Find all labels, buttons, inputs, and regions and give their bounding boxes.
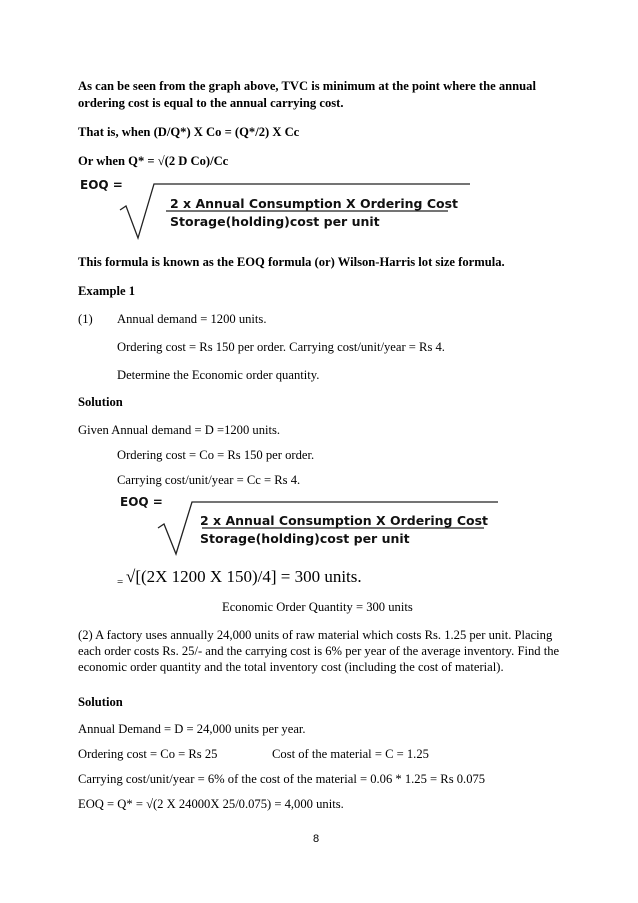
paragraph-intro-cont: ordering cost is equal to the annual carrying cost. (78, 96, 344, 110)
solution-heading-2: Solution (78, 695, 123, 709)
solution-1-carrying: Carrying cost/unit/year = Cc = Rs 4. (117, 473, 301, 487)
example-1-task: Determine the Economic order quantity. (117, 368, 320, 382)
solution-2-demand: Annual Demand = D = 24,000 units per year. (78, 722, 306, 736)
solution-2-eoq: EOQ = Q* = √(2 X 24000X 25/0.075) = 4,000 units. (78, 797, 344, 811)
eoq-label: EOQ = (120, 495, 163, 509)
example-2-text: (2) A factory uses annually 24,000 units of raw material which costs Rs. 1.25 per unit. Placing each order costs Rs. 25/- and the carrying cost is 6% per year of the average inventory. Find the economic order quantity and the total inventory cost (including the cost of material). (78, 628, 560, 674)
result-equals: = (117, 576, 124, 588)
example-number: (1) (78, 312, 93, 326)
result-expression: √[(2X 1200 X 150)/4] = 300 units. (126, 567, 362, 586)
paragraph-intro: As can be seen from the graph above, TVC is minimum at the point where the annual (78, 79, 536, 93)
solution-2-ordering: Ordering cost = Co = Rs 25 (78, 747, 218, 761)
eoq-label: EOQ = (80, 178, 123, 192)
solution-1-ordering: Ordering cost = Co = Rs 150 per order. (117, 448, 315, 462)
solution-2-carrying: Carrying cost/unit/year = 6% of the cost of the material = 0.06 * 1.25 = Rs 0.075 (78, 772, 486, 786)
solution-2-material-cost: Cost of the material = C = 1.25 (272, 747, 429, 761)
formula-line: Or when Q* = √(2 D Co)/Cc (78, 154, 229, 168)
solution-1-demand: Given Annual demand = D =1200 units. (78, 423, 281, 437)
radical-sign-icon (150, 498, 500, 558)
condition-line (78, 124, 299, 140)
formula-description: This formula is known as the EOQ formula (or) Wilson-Harris lot size formula. (78, 255, 505, 269)
solution-heading-1: Solution (78, 395, 123, 409)
page-number: 8 (313, 833, 320, 845)
condition-text: That is, when (D/Q*) X Co = (Q*/2) X Cc (78, 125, 300, 139)
example-heading: Example 1 (78, 284, 136, 298)
eoq-numerator: 2 x Annual Consumption X Ordering Cost (200, 513, 489, 528)
example-1-demand: Annual demand = 1200 units. (117, 312, 267, 326)
eoq-denominator: Storage(holding)cost per unit (170, 214, 380, 229)
example-1-costs: Ordering cost = Rs 150 per order. Carrying cost/unit/year = Rs 4. (117, 340, 445, 354)
eoq-denominator: Storage(holding)cost per unit (200, 531, 410, 546)
eoq-numerator: 2 x Annual Consumption X Ordering Cost (170, 196, 459, 211)
result-caption: Economic Order Quantity = 300 units (222, 600, 413, 614)
